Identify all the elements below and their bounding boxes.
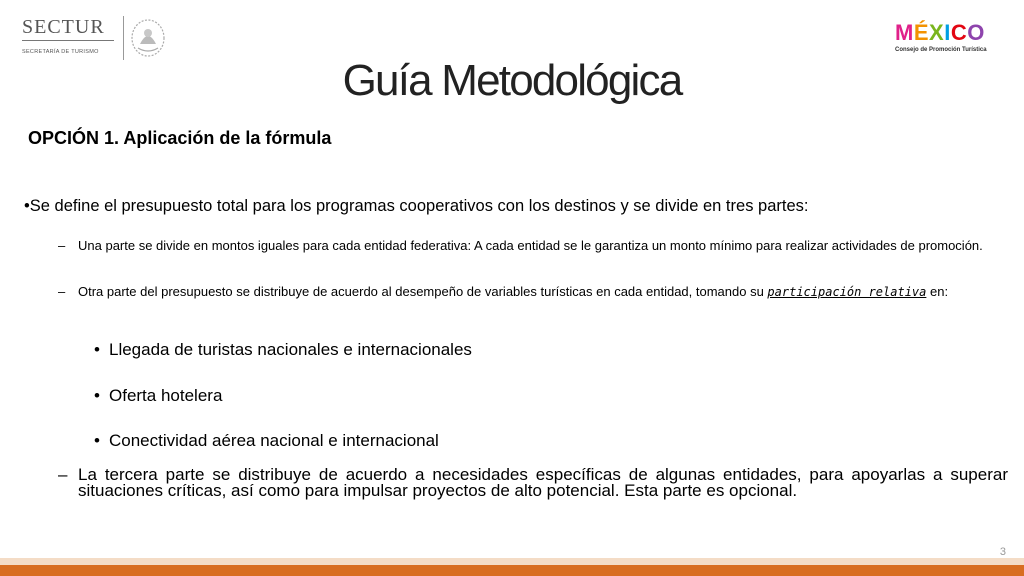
sub-item-2-tail: en: xyxy=(926,284,949,299)
sectur-wordmark: SECTUR xyxy=(22,16,105,38)
page-number: 3 xyxy=(999,546,1006,558)
slide-title: Guía Metodológica xyxy=(342,56,682,105)
footer-bar xyxy=(0,565,1024,576)
mexico-letter: M xyxy=(895,20,914,45)
sub-item-1: Una parte se divide en montos iguales para cada entidad federativa: A cada entidad se le garantiza un monto mínimo para realizar actividades de promoción. xyxy=(78,238,983,253)
option-heading: OPCIÓN 1. Aplicación de la fórmula xyxy=(28,128,332,148)
list-item-text: Llegada de turistas nacionales e internacionales xyxy=(109,340,472,359)
list-item xyxy=(94,340,472,360)
participacion-relativa-emphasis: participación relativa xyxy=(767,285,927,299)
list-item-text: Conectividad aérea nacional e internacional xyxy=(109,431,439,450)
mexico-letter: É xyxy=(913,20,930,45)
dash-marker: – xyxy=(58,465,68,484)
bullet-marker: • xyxy=(94,431,100,450)
sectur-subtitle: SECRETARÍA DE TURISMO xyxy=(22,49,99,55)
list-item xyxy=(94,386,222,406)
logo-divider xyxy=(123,16,124,60)
dash-marker: – xyxy=(58,238,66,253)
mexico-letter: C xyxy=(950,20,968,45)
mexico-letter: X xyxy=(929,20,945,45)
mexico-letter: O xyxy=(967,20,985,45)
bullet-marker: • xyxy=(94,340,100,359)
mexico-letter: I xyxy=(944,20,951,45)
bullet-marker: • xyxy=(94,386,100,405)
list-item xyxy=(94,431,439,451)
footer-bar-light xyxy=(0,558,1024,565)
sectur-rule xyxy=(22,40,114,41)
sub-item-3-text: La tercera parte se distribuye de acuerdo a necesidades específicas de algunas entidades, para apoyarlas a superar situaciones críticas, así como para impulsar proyectos de alto potencial. Esta parte es opcional. xyxy=(78,465,1008,500)
dash-marker: – xyxy=(58,284,66,299)
sectur-logo xyxy=(22,12,162,60)
mexico-tagline: Consejo de Promoción Turística xyxy=(895,47,987,53)
coat-of-arms-icon xyxy=(130,18,166,58)
sub-item-2-text: Otra parte del presupuesto se distribuye de acuerdo al desempeño de variables turísticas en cada entidad, tomando su xyxy=(78,284,768,299)
intro-bullet: •Se define el presupuesto total para los programas cooperativos con los destinos y se divide en tres partes: xyxy=(24,197,809,215)
mexico-wordmark xyxy=(895,22,1005,44)
sub-item-2 xyxy=(78,284,1000,300)
list-item-text: Oferta hotelera xyxy=(109,386,223,405)
